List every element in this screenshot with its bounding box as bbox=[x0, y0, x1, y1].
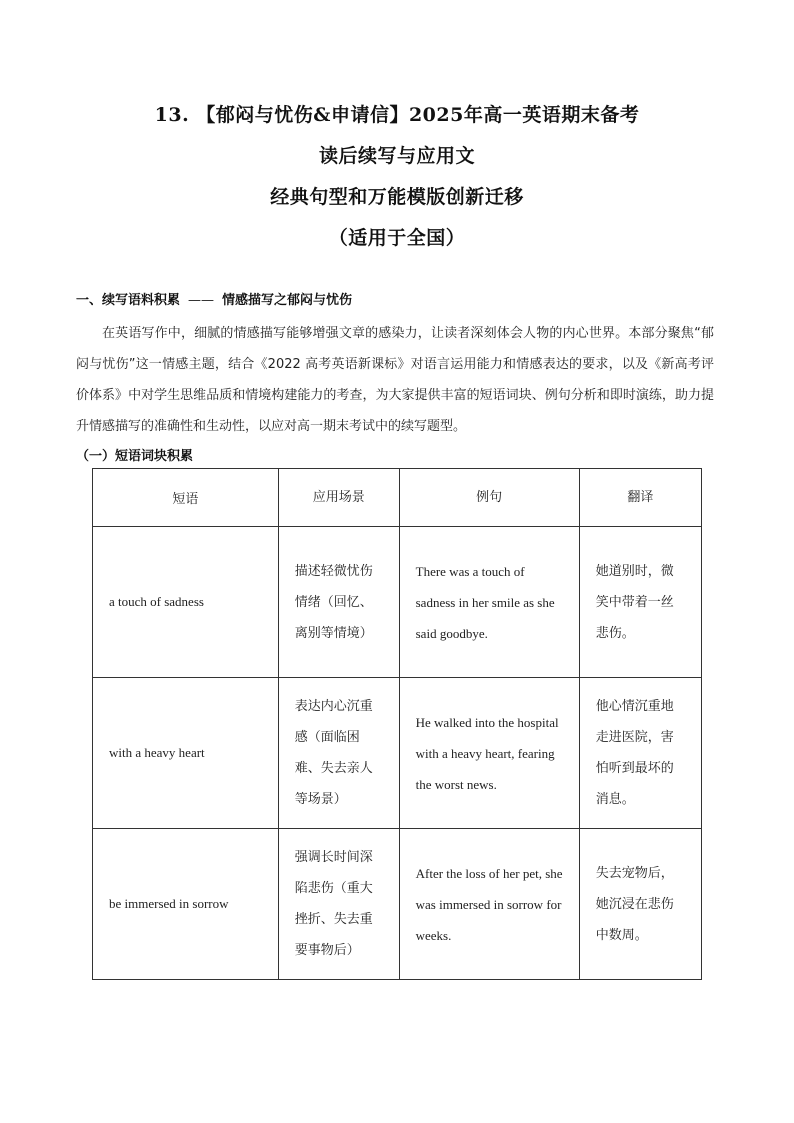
cell-scene: 表达内心沉重感（面临困难、失去亲人等场景） bbox=[278, 678, 399, 829]
intro-paragraph: 在英语写作中，细腻的情感描写能够增强文章的感染力，让读者深刻体会人物的内心世界。本部分聚焦“郁闷与忧伤”这一情感主题，结合《2022 高考英语新课标》对语言运用能力和情感表达的要求，以及《新高考评价体系》中对学生思维品质和情境构建能力的考查，为大家提供丰富的短语词块、例句分析和即时演练，助力提升情感描写的准确性和生动性，以应对高一期末考试中的续写题型。 bbox=[76, 326, 714, 434]
cell-example: He walked into the hospital with a heavy heart, fearing the worst news. bbox=[399, 678, 579, 829]
cell-example: After the loss of her pet, she was immersed in sorrow for weeks. bbox=[399, 829, 579, 980]
cell-phrase: be immersed in sorrow bbox=[93, 829, 279, 980]
title-line-3: 经典句型和万能模版创新迁移 bbox=[270, 186, 524, 208]
title-line-2: 读后续写与应用文 bbox=[318, 145, 475, 167]
title-line-4: （适用于全国） bbox=[328, 227, 466, 249]
cell-scene: 强调长时间深陷悲伤（重大挫折、失去重要事物后） bbox=[278, 829, 399, 980]
cell-translation: 她道别时，微笑中带着一丝悲伤。 bbox=[579, 527, 701, 678]
header-translation: 翻译 bbox=[579, 469, 701, 527]
phrase-table bbox=[92, 468, 702, 980]
subsection-heading: （一）短语词块积累 bbox=[76, 449, 194, 464]
cell-phrase: a touch of sadness bbox=[93, 527, 279, 678]
header-scene: 应用场景 bbox=[278, 469, 399, 527]
document-title bbox=[0, 104, 794, 268]
cell-translation: 失去宠物后，她沉浸在悲伤中数周。 bbox=[579, 829, 701, 980]
table-row bbox=[93, 527, 702, 678]
cell-translation: 他心情沉重地走进医院，害怕听到最坏的消息。 bbox=[579, 678, 701, 829]
section-topic: 情感描写之郁闷与忧伤 bbox=[222, 293, 353, 308]
cell-phrase: with a heavy heart bbox=[93, 678, 279, 829]
table-row bbox=[93, 678, 702, 829]
header-example: 例句 bbox=[399, 469, 579, 527]
table-row bbox=[93, 829, 702, 980]
section-heading bbox=[76, 289, 352, 308]
section-label: 一、续写语料积累 bbox=[76, 293, 181, 308]
cell-scene: 描述轻微忧伤情绪（回忆、离别等情境） bbox=[278, 527, 399, 678]
header-phrase: 短语 bbox=[93, 469, 279, 527]
title-line-1: 13. 【郁闷与忧伤&申请信】2025年高一英语期末备考 bbox=[154, 104, 640, 126]
cell-example: There was a touch of sadness in her smile as she said goodbye. bbox=[399, 527, 579, 678]
table-header-row bbox=[93, 469, 702, 527]
section-dash: —— bbox=[188, 293, 215, 308]
